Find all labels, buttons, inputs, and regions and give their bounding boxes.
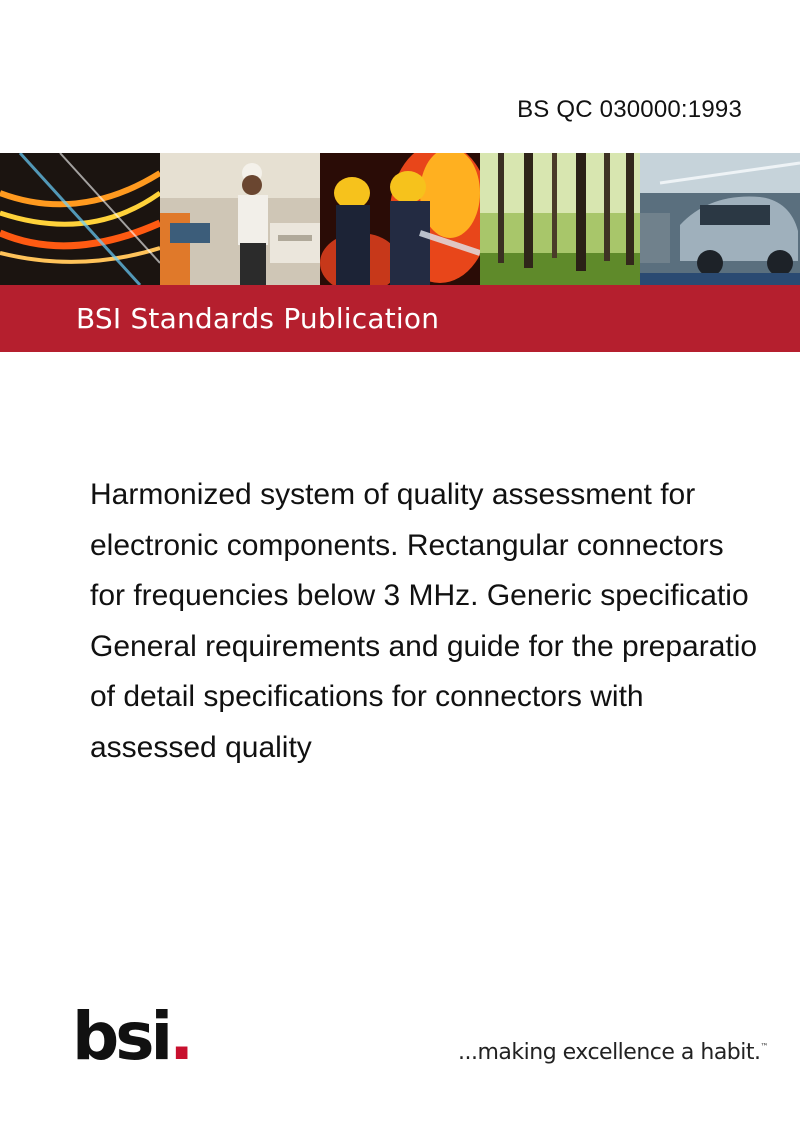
tagline-text: ...making excellence a habit. <box>458 1040 761 1065</box>
title-line: General requirements and guide for the preparatio <box>90 629 758 663</box>
title-line: of detail specifications for connectors with <box>90 680 644 713</box>
standard-number: BS QC 030000:1993 <box>517 96 742 123</box>
title-line: Harmonized system of quality assessment for <box>90 478 696 511</box>
title-line: for frequencies below 3 MHz. Generic specificatio <box>90 579 749 612</box>
bsi-logo-dot: . <box>169 998 191 1075</box>
header-photo-banner <box>0 153 800 285</box>
car-assembly-image <box>640 153 800 285</box>
bsi-logo <box>72 998 191 1075</box>
light-trails-image <box>0 153 160 285</box>
publication-label: BSI Standards Publication <box>76 302 440 335</box>
title-line: electronic components. Rectangular connectors <box>90 528 724 562</box>
bsi-logo-text: bsi <box>72 998 170 1075</box>
forest-image <box>480 153 640 285</box>
factory-worker-image <box>160 153 320 285</box>
trademark-mark: ™ <box>760 1042 768 1051</box>
document-title <box>90 470 800 773</box>
firefighters-image <box>320 153 480 285</box>
tagline <box>458 1040 768 1065</box>
title-line: assessed quality <box>90 730 312 764</box>
